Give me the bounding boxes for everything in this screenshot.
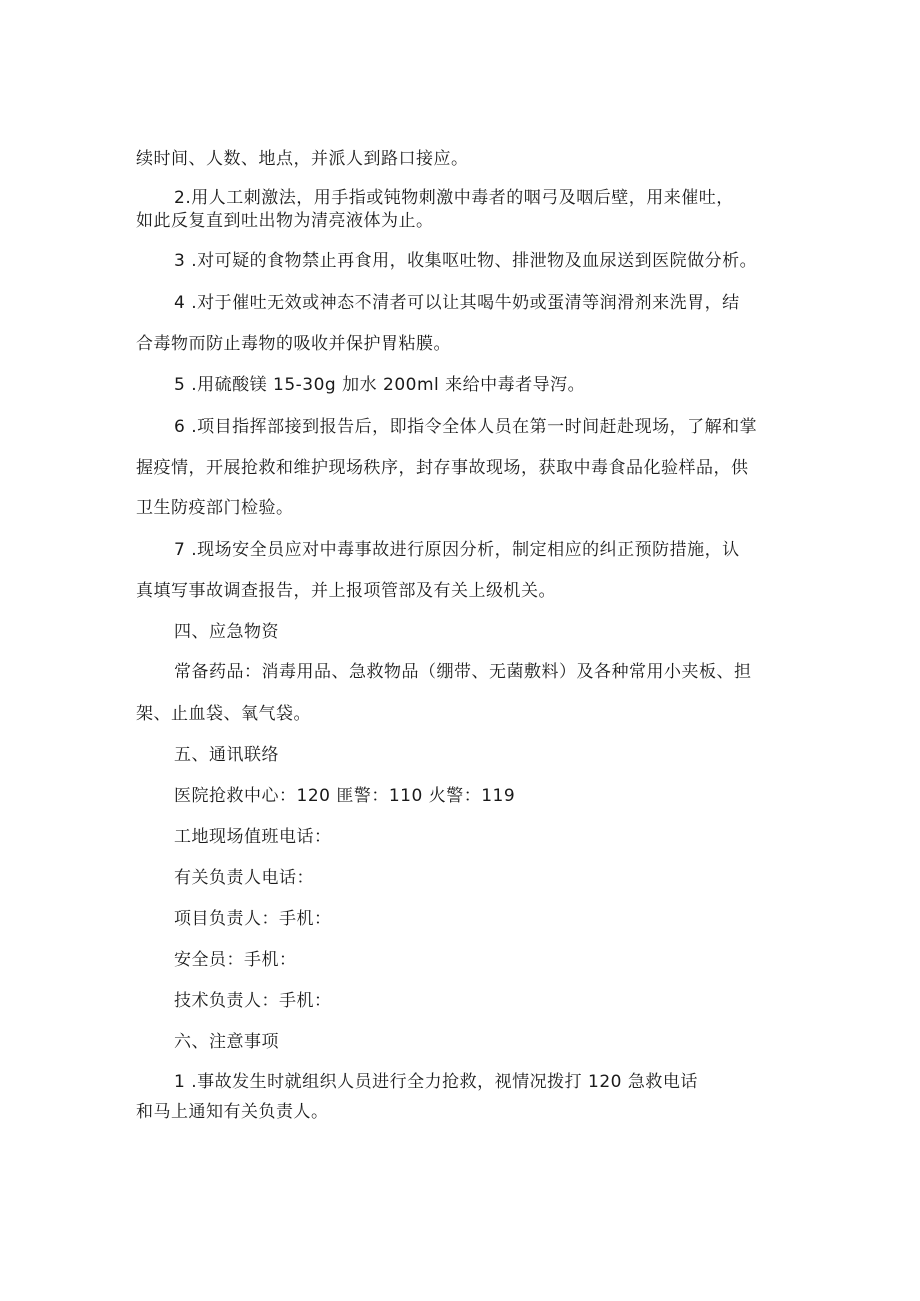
text-line: 握疫情，开展抢救和维护现场秩序，封存事故现场，获取中毒食品化验样品，供 — [136, 458, 749, 478]
text-line: 1 .事故发生时就组织人员进行全力抢救，视情况拨打 120 急救电话 — [174, 1072, 698, 1092]
text-line: 如此反复直到吐出物为清亮液体为止。 — [136, 211, 434, 231]
text-line: 真填写事故调查报告，并上报项管部及有关上级机关。 — [136, 581, 556, 601]
text-line: 合毒物而防止毒物的吸收并保护胃粘膜。 — [136, 334, 451, 354]
text-line: 常备药品：消毒用品、急救物品（绷带、无菌敷料）及各种常用小夹板、担 — [174, 662, 752, 682]
text-line: 卫生防疫部门检验。 — [136, 498, 294, 518]
text-line: 和马上通知有关负责人。 — [136, 1102, 329, 1122]
section-heading: 四、应急物资 — [174, 622, 279, 642]
section-heading: 六、注意事项 — [174, 1032, 279, 1052]
text-line: 2.用人工刺激法，用手指或钝物刺激中毒者的咽弓及咽后壁，用来催吐， — [174, 188, 734, 208]
text-line: 有关负责人电话： — [174, 868, 314, 888]
text-line: 安全员：手机： — [174, 950, 297, 970]
text-line: 项目负责人：手机： — [174, 909, 332, 929]
text-line: 续时间、人数、地点，并派人到路口接应。 — [136, 149, 469, 169]
text-line: 4 .对于催吐无效或神态不清者可以让其喝牛奶或蛋清等润滑剂来洗胃，结 — [174, 293, 740, 313]
text-line: 6 .项目指挥部接到报告后，即指令全体人员在第一时间赶赴现场，了解和掌 — [174, 417, 758, 437]
text-line: 工地现场值班电话： — [174, 827, 332, 847]
text-line: 架、止血袋、氧气袋。 — [136, 704, 311, 724]
text-line: 5 .用硫酸镁 15-30g 加水 200ml 来给中毒者导泻。 — [174, 375, 586, 395]
text-line: 技术负责人：手机： — [174, 991, 332, 1011]
text-line: 7 .现场安全员应对中毒事故进行原因分析，制定相应的纠正预防措施，认 — [174, 540, 740, 560]
text-line: 医院抢救中心：120 匪警：110 火警：119 — [174, 786, 516, 806]
text-line: 3 .对可疑的食物禁止再食用，收集呕吐物、排泄物及血尿送到医院做分析。 — [174, 251, 758, 271]
section-heading: 五、通讯联络 — [174, 745, 279, 765]
